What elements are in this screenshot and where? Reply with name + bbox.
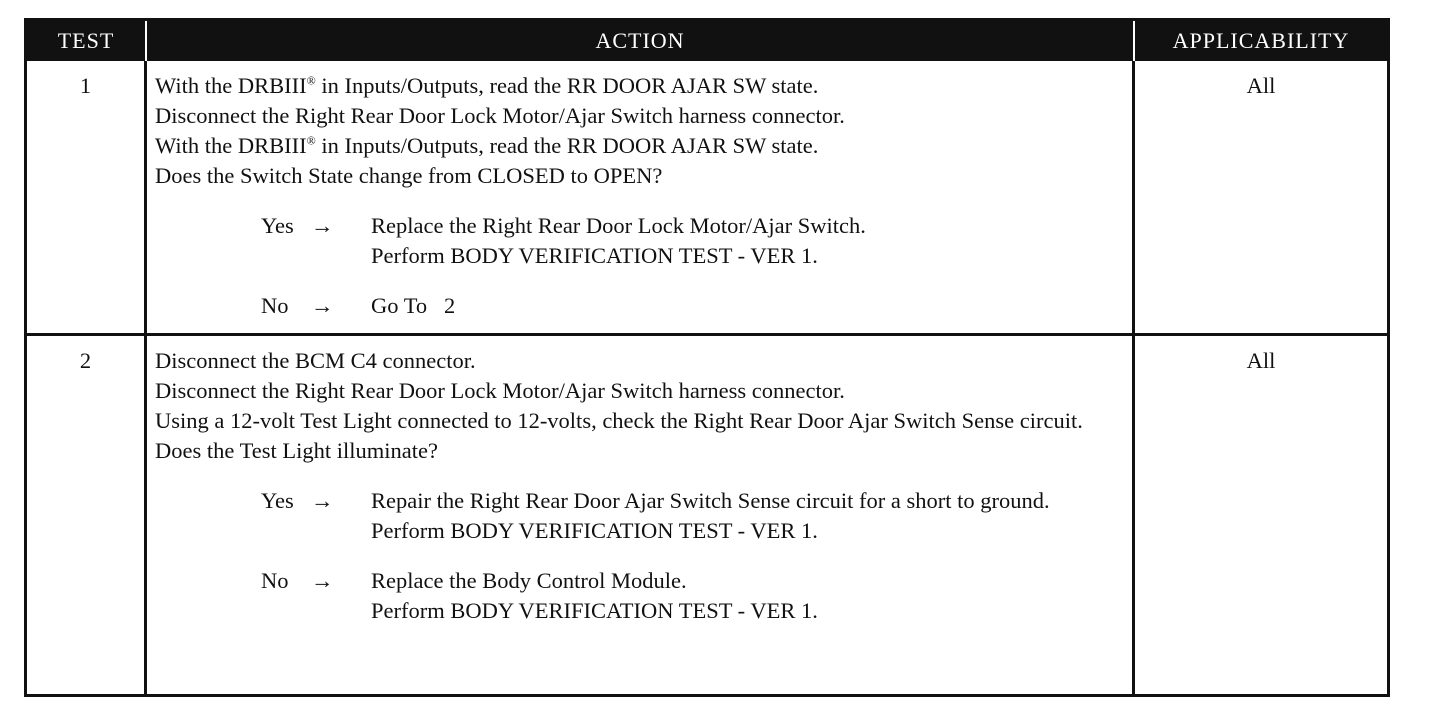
- result-list: [155, 486, 1124, 626]
- header-test: TEST: [27, 21, 147, 61]
- action-line: Disconnect the BCM C4 connector.: [155, 348, 476, 373]
- result-answer: No: [261, 293, 289, 318]
- action-line: With the DRBIII® in Inputs/Outputs, read the RR DOOR AJAR SW state.: [155, 73, 819, 98]
- action-line: Does the Switch State change from CLOSED to OPEN?: [155, 163, 663, 188]
- result-text: [371, 566, 1124, 626]
- result-text: [371, 486, 1124, 546]
- test-number-2: 2: [27, 333, 147, 694]
- result-line: Go To 2: [371, 293, 456, 318]
- action-line: Using a 12-volt Test Light connected to 12-volts, check the Right Rear Door Ajar Switch Sense circuit.: [155, 408, 1083, 433]
- arrow-icon: →: [311, 488, 334, 513]
- arrow-icon: →: [311, 568, 334, 593]
- result-answer: No: [261, 568, 289, 593]
- action-line: Does the Test Light illuminate?: [155, 438, 438, 463]
- arrow-icon: →: [311, 293, 334, 318]
- result-answer: Yes: [261, 213, 294, 238]
- result-line: Perform BODY VERIFICATION TEST - VER 1.: [371, 518, 818, 543]
- action-line: With the DRBIII® in Inputs/Outputs, read the RR DOOR AJAR SW state.: [155, 133, 819, 158]
- action-cell-1: [147, 61, 1135, 333]
- header-action: ACTION: [147, 21, 1135, 61]
- action-line: Disconnect the Right Rear Door Lock Motor/Ajar Switch harness connector.: [155, 378, 845, 403]
- result-line: Perform BODY VERIFICATION TEST - VER 1.: [371, 598, 818, 623]
- result-answer: Yes: [261, 488, 294, 513]
- applicability-2: All: [1135, 333, 1387, 694]
- diagnostic-test-table: [24, 18, 1390, 697]
- result-no: [155, 291, 1124, 321]
- arrow-icon: →: [311, 213, 334, 238]
- result-line: Replace the Right Rear Door Lock Motor/Ajar Switch.: [371, 213, 866, 238]
- header-applicability: APPLICABILITY: [1135, 21, 1387, 61]
- result-no: [155, 566, 1124, 626]
- applicability-1: All: [1246, 73, 1276, 98]
- result-list: [155, 211, 1124, 321]
- result-yes: [155, 211, 1124, 271]
- result-yes: [155, 486, 1124, 546]
- result-line: Replace the Body Control Module.: [371, 568, 687, 593]
- result-line: Perform BODY VERIFICATION TEST - VER 1.: [371, 243, 818, 268]
- test-number-1: 1: [27, 61, 147, 333]
- result-text: [371, 211, 1124, 271]
- result-line: Repair the Right Rear Door Ajar Switch Sense circuit for a short to ground.: [371, 488, 1050, 513]
- action-line: Disconnect the Right Rear Door Lock Motor/Ajar Switch harness connector.: [155, 103, 845, 128]
- action-cell-2: [147, 333, 1135, 694]
- result-text: [371, 291, 1124, 321]
